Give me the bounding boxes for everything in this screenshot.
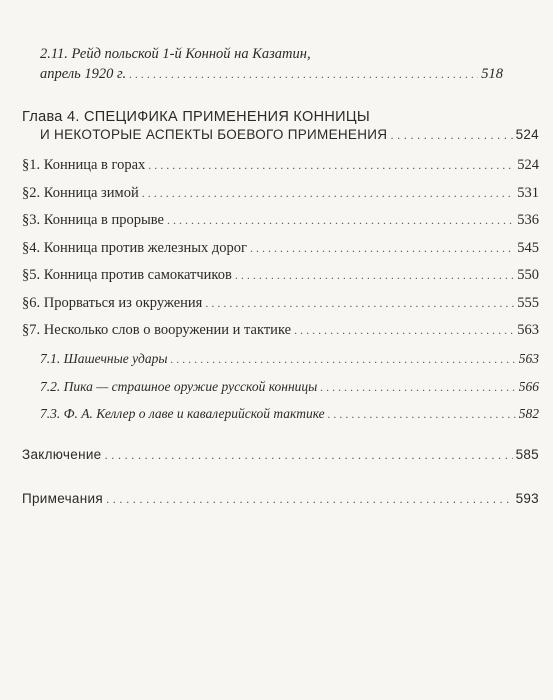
leader-dots: [171, 350, 516, 368]
subsection-page: 582: [518, 406, 539, 421]
leader-dots: [104, 446, 512, 464]
toc-entry-2-11-line2: апрель 1920 г.: [40, 66, 127, 82]
section-page: 545: [517, 240, 539, 256]
subsection-page: 563: [518, 351, 539, 366]
leader-dots: [106, 490, 513, 508]
toc-section[interactable]: [22, 211, 539, 229]
leader-dots: [390, 126, 512, 144]
toc-conclusion[interactable]: [22, 446, 539, 464]
toc-entry-2-11-line1: 2.11. Рейд польской 1-й Конной на Казатин,: [40, 46, 311, 62]
section-label: §5. Конница против самокатчиков: [22, 267, 232, 283]
notes-page: 593: [515, 491, 539, 506]
conclusion-label: Заключение: [22, 447, 102, 462]
toc-entry-2-11-page: 518: [481, 66, 503, 82]
toc-entry-2-11[interactable]: [40, 65, 503, 83]
toc-chapter-4[interactable]: [40, 126, 539, 144]
leader-dots: [320, 378, 515, 396]
toc-subsection[interactable]: [40, 350, 539, 368]
toc-section[interactable]: [22, 294, 539, 312]
section-page: 550: [517, 267, 539, 283]
leader-dots: [250, 239, 514, 257]
toc-section[interactable]: [22, 266, 539, 284]
section-label: §1. Конница в горах: [22, 157, 146, 173]
toc-section[interactable]: [22, 239, 539, 257]
toc-subsection[interactable]: [40, 405, 539, 423]
section-label: §7. Несколько слов о вооружении и тактике: [22, 322, 292, 338]
leader-dots: [167, 211, 514, 229]
section-page: 531: [517, 185, 539, 201]
toc-section[interactable]: [22, 156, 539, 174]
section-page: 555: [517, 295, 539, 311]
leader-dots: [328, 405, 516, 423]
subsection-page: 566: [518, 379, 539, 394]
section-page: 563: [517, 322, 539, 338]
section-label: §3. Конница в прорыве: [22, 212, 164, 228]
chapter-4-page: 524: [515, 127, 539, 142]
subsection-label: 7.3. Ф. А. Келлер о лаве и кавалерийской тактике: [40, 406, 325, 421]
notes-label: Примечания: [22, 491, 103, 506]
section-label: §4. Конница против железных дорог: [22, 240, 247, 256]
section-label: §2. Конница зимой: [22, 185, 139, 201]
leader-dots: [148, 156, 514, 174]
subsection-label: 7.1. Шашечные удары: [40, 351, 168, 366]
leader-dots: [294, 321, 514, 339]
subsection-label: 7.2. Пика — страшное оружие русской конницы: [40, 379, 318, 394]
leader-dots: [235, 266, 514, 284]
section-page: 524: [517, 157, 539, 173]
chapter-4-title-line1: Глава 4. СПЕЦИФИКА ПРИМЕНЕНИЯ КОННИЦЫ: [22, 109, 371, 125]
leader-dots: [205, 294, 514, 312]
leader-dots: [129, 65, 478, 83]
toc-notes[interactable]: [22, 490, 539, 508]
section-label: §6. Прорваться из окружения: [22, 295, 203, 311]
conclusion-page: 585: [515, 447, 539, 462]
section-page: 536: [517, 212, 539, 228]
toc-section[interactable]: [22, 184, 539, 202]
leader-dots: [142, 184, 515, 202]
chapter-4-title-line2: И НЕКОТОРЫЕ АСПЕКТЫ БОЕВОГО ПРИМЕНЕНИЯ: [40, 127, 388, 142]
toc-subsection[interactable]: [40, 378, 539, 396]
toc-section[interactable]: [22, 321, 539, 339]
